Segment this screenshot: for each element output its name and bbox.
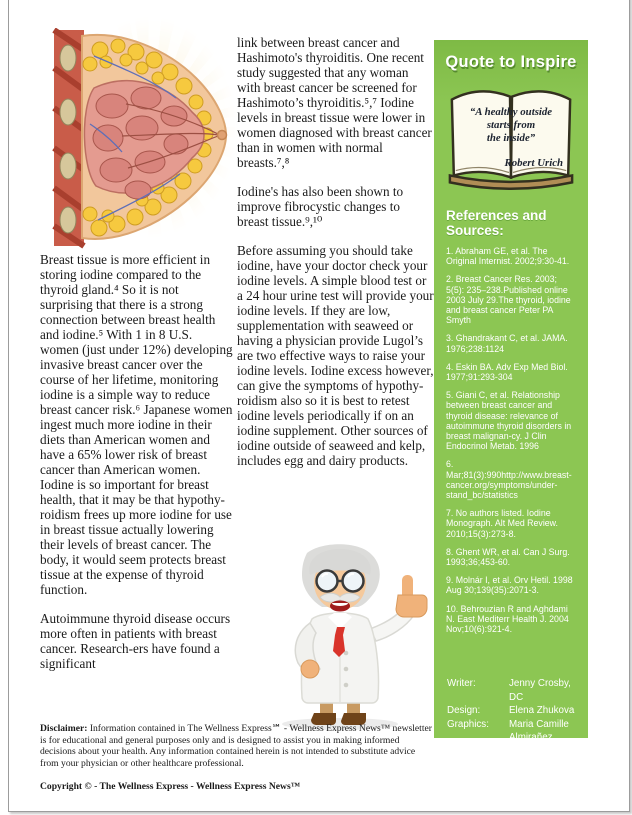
quote-line-2: starts from: [486, 119, 536, 131]
reference-item: 6. Mar;81(3):990http://www.breast-cancer.org/symptoms/under-stand_bc/statistics: [446, 459, 572, 501]
credit-row: [447, 704, 580, 718]
quote-to-inspire-heading: Quote to Inspire: [445, 53, 577, 71]
reference-item: 9. Molnár I, et al. Orv Hetil. 1998 Aug 30;139(35):2071-3.: [446, 575, 573, 596]
credit-value: Mike Talarico: [509, 745, 566, 757]
reference-item: 8. Ghent WR, et al. Can J Surg. 1993;36;453-60.: [446, 546, 570, 568]
credit-label: Design:: [447, 705, 481, 716]
quote-text: [442, 106, 580, 145]
paragraph-breast-iodine: Breast tissue is more efficient in storing iodine compared to the thyroid gland.⁴ So it is not surprising that there is a strong connection between breast health and iodine.⁵ With 1 in 8 U.S. women (just under 12%) developing invasive breast cancer over the course of her lifetime, monitoring iodine is a simple way to reduce breast cancer risk.⁶ Japanese women ingest much more iodine in their diets than American women and have a 65% lower risk of breast cancer than American women. Iodine is so important for breast health, that it may be that hypothy-roidism frees up more iodine for use in breast tissue actually lowering their levels of breast cancer. The body, it would seem protects breast tissue at the expense of thyroid function.: [40, 252, 233, 597]
credit-label: Graphics:: [447, 718, 489, 730]
credit-label: Writer:: [447, 678, 476, 689]
reference-item: 4. Eskin BA. Adv Exp Med Biol. 1977;91:293-304: [446, 361, 568, 383]
reference-item: 3. Ghandrakant C, et al. JAMA. 1976;238:1124: [446, 333, 568, 354]
paragraph-fibrocystic: Iodine's has also been shown to improve fibrocystic changes to breast tissue.⁹,¹⁰: [237, 184, 404, 229]
reference-item: 7. No authors listed. Iodine Monograph. Alt Med Review. 2010;15(3):273-8.: [446, 508, 558, 539]
credit-value: Maria Camille Almirañez: [509, 718, 569, 743]
credit-label: Production:: [447, 745, 497, 757]
quote-line-3: the inside”: [486, 132, 536, 144]
credit-value: Elena Zhukova: [509, 705, 575, 716]
paragraph-hashimoto: link between breast cancer and Hashimoto's thyroiditis. One recent study suggested that any woman with breast cancer be screened for Hashimoto’s thyroiditis.⁵,⁷ Iodine levels in breast tissue were lower in women diagnosed with breast cancer than in women with normal breasts.⁷,⁸: [237, 35, 432, 170]
middle-column: [237, 35, 434, 482]
credit-value: Jenny Crosby, DC: [509, 678, 571, 703]
quote-line-1: “A healthy outside: [469, 106, 553, 118]
paragraph-autoimmune: Autoimmune thyroid disease occurs more often in patients with breast cancer. Research-ers have found a significant: [40, 611, 231, 671]
reference-item: 5. Giani C, et al. Relationship between breast cancer and thyroid disease: relevance of autoimmune thyroid disorders in breast malignan-cy. J Clin Endocrinol Metab. 1996: [446, 390, 572, 452]
references-heading: References and Sources:: [446, 208, 547, 238]
quote-author: Robert Urich: [504, 157, 563, 169]
disclaimer: [40, 723, 435, 769]
reference-item: 1. Abraham GE, et al. The Original Internist. 2002;9:30-41.: [446, 246, 570, 267]
scientist-mascot-illustration: [252, 541, 428, 733]
open-book-illustration: [442, 79, 580, 197]
paragraph-testing: Before assuming you should take iodine, have your doctor check your iodine levels. A simple blood test or a 24 hour urine test will provide your iodine levels. If they are low, supplementation with seaweed or having a physician provide Lugol’s are two effective ways to raise your iodine levels. Iodine excess however, can give the symptoms of hypothy-roidism also so it is best to retest iodine levels periodically if on an iodine supplement. Other sources of iodine outside of seaweed and kelp, includes egg and dairy products.: [237, 243, 434, 468]
breast-anatomy-illustration: [42, 28, 228, 250]
credit-row: [447, 745, 580, 759]
copyright-line: Copyright © - The Wellness Express - Wellness Express News™: [40, 781, 301, 792]
credits-section: [447, 677, 580, 758]
credit-row: [447, 677, 580, 704]
disclaimer-text: Information contained in The Wellness Express℠ - Wellness Express News™ newsletter is for educational and general purposes only and is designed to assist you in making informed decisions about your health. Any information contained herein is not intended to substitute advice from your physician or other healthcare professional.: [40, 723, 432, 769]
credit-row: [447, 718, 580, 745]
reference-item: 10. Behrouzian R and Aghdami N. East Mediterr Health J. 2004 Nov;10(6):921-4.: [446, 603, 569, 635]
reference-item: 2. Breast Cancer Res. 2003; 5(5): 235–238.Published online 2003 July 29.The thyroid, iodine and breast cancer Peter PA Smyth: [446, 274, 571, 326]
sidebar: [434, 40, 588, 757]
disclaimer-label: Disclaimer:: [40, 723, 88, 734]
left-column: [40, 252, 233, 685]
references-section: [434, 208, 588, 634]
